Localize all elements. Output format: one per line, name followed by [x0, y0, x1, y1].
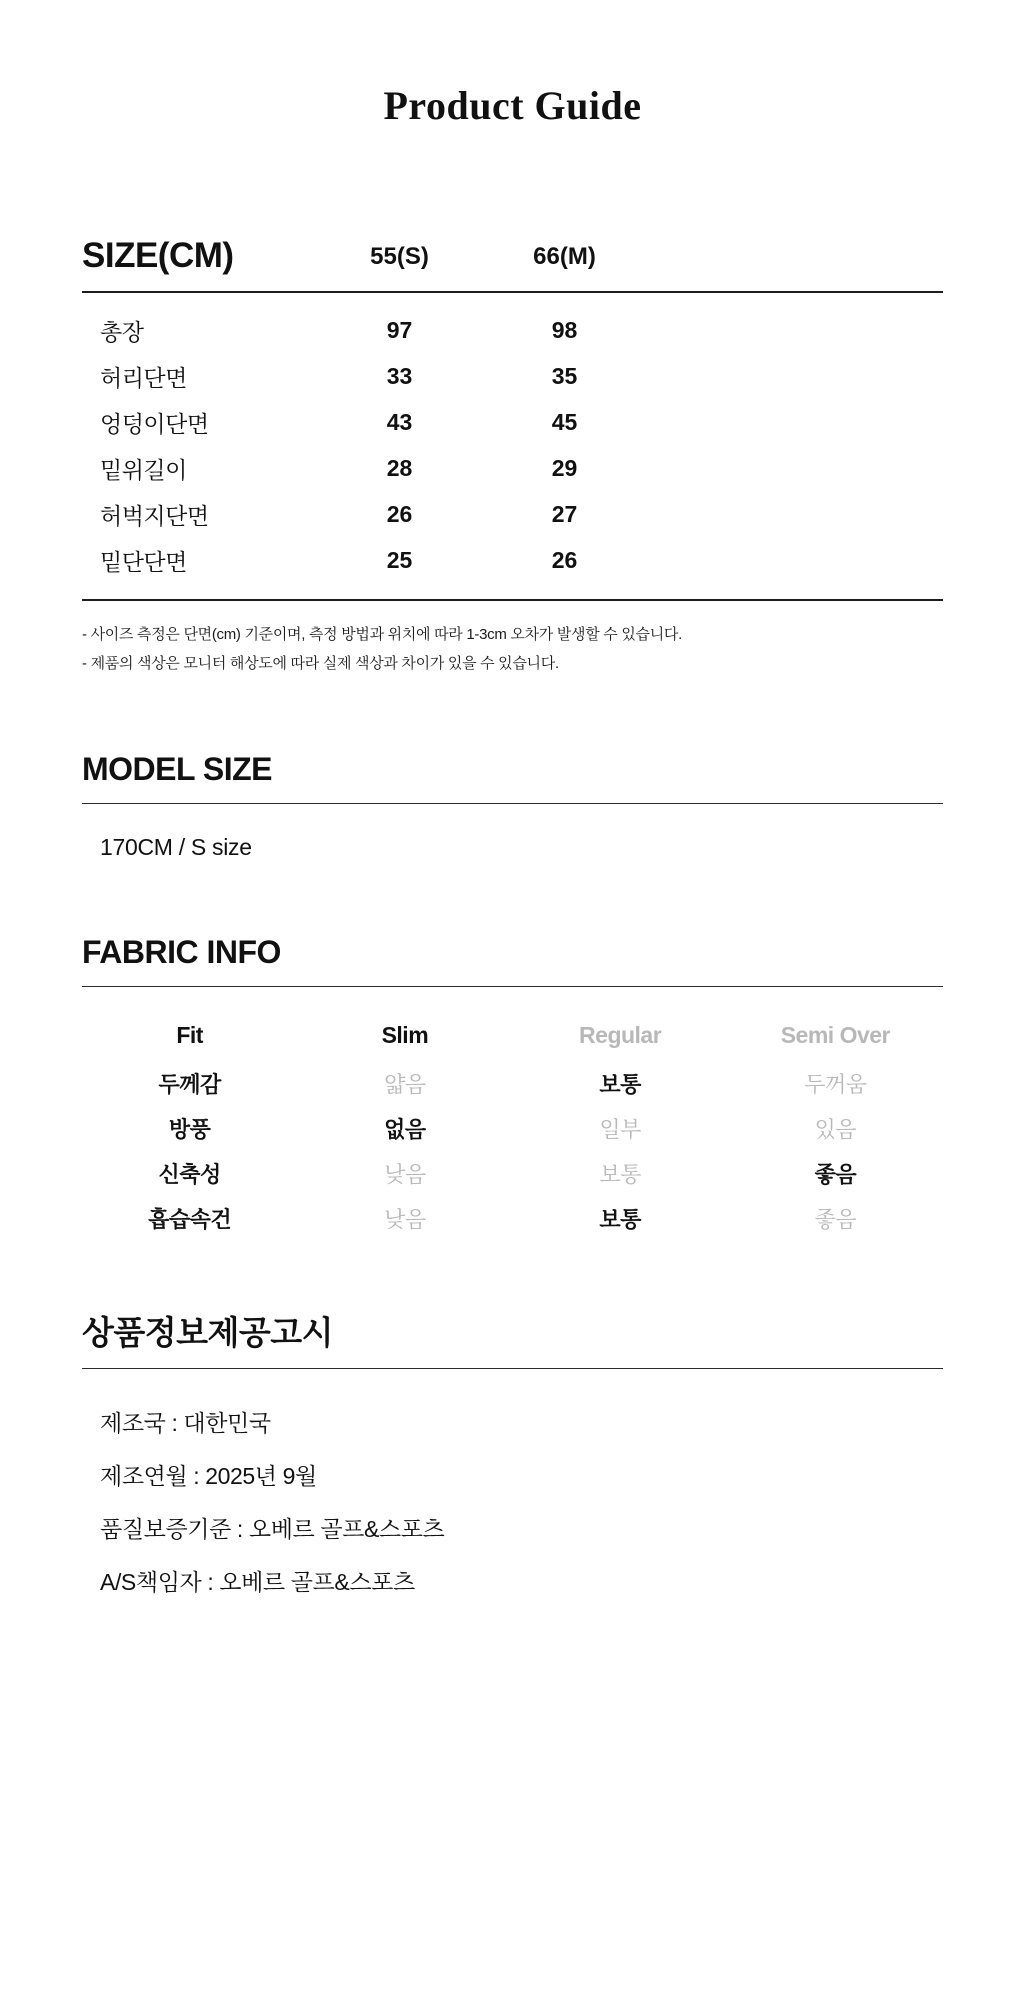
size-note: - 제품의 색상은 모니터 해상도에 따라 실제 색상과 차이가 있을 수 있습니다.: [82, 654, 559, 672]
fabric-row-name: 두께감: [158, 1072, 221, 1098]
table-row: [82, 353, 943, 399]
product-info-title: 상품정보제공고시: [82, 1314, 334, 1352]
fabric-info-title: FABRIC INFO: [82, 934, 281, 971]
fabric-option: 없음: [384, 1117, 426, 1143]
product-info-section: [82, 1315, 943, 1608]
size-table-body: [82, 293, 943, 599]
size-row-value-m: 45: [551, 408, 578, 435]
table-row: [82, 1106, 943, 1151]
size-row-value-m: 98: [551, 316, 578, 343]
fabric-option: 있음: [814, 1117, 857, 1143]
list-item: 제조국 : 대한민국: [100, 1409, 271, 1436]
fabric-option: 낮음: [384, 1207, 426, 1233]
size-column-header-1: 55(S): [370, 243, 429, 270]
size-row-name: 총장: [100, 318, 144, 345]
size-row-value-m: 29: [551, 454, 578, 481]
size-row-value-m: 35: [551, 362, 578, 389]
size-row-value-s: 26: [386, 500, 413, 527]
size-row-value-s: 43: [386, 408, 413, 435]
size-row-name: 밑단단면: [100, 548, 187, 575]
product-info-list: [82, 1369, 943, 1609]
fabric-info-table: [82, 1009, 943, 1241]
fabric-option: 좋음: [814, 1207, 857, 1233]
fabric-option: Regular: [579, 1021, 662, 1048]
size-column-header-2: 66(M): [533, 243, 596, 270]
table-row: [82, 491, 943, 537]
size-note: - 사이즈 측정은 단면(cm) 기준이며, 측정 방법과 위치에 따라 1-3cm 오차가 발생할 수 있습니다.: [82, 626, 682, 643]
size-notes: [82, 621, 943, 678]
model-size-section: [82, 752, 943, 861]
table-row: [82, 399, 943, 445]
size-table-label: SIZE(CM): [82, 236, 234, 275]
table-row: [82, 307, 943, 353]
table-row: [82, 537, 943, 583]
size-row-value-s: 25: [386, 546, 413, 573]
divider: [82, 986, 943, 987]
fabric-option: 보통: [599, 1162, 641, 1188]
fabric-option: 얇음: [384, 1072, 426, 1098]
size-row-name: 허벅지단면: [100, 502, 209, 529]
table-row: [82, 1151, 943, 1196]
size-row-name: 밑위길이: [100, 456, 187, 483]
fabric-row-name: 흡습속건: [148, 1207, 232, 1233]
fabric-option: 낮음: [384, 1162, 426, 1188]
list-item: 제조연월 : 2025년 9월: [100, 1462, 317, 1489]
fabric-option: Slim: [381, 1021, 429, 1048]
table-row: [82, 1009, 943, 1061]
divider: [82, 599, 943, 601]
fabric-option: 두꺼움: [804, 1072, 867, 1098]
size-table-header: [82, 238, 943, 291]
fabric-option: 보통: [599, 1072, 641, 1098]
model-size-title: MODEL SIZE: [82, 751, 272, 787]
list-item: A/S책임자 : 오베르 골프&스포츠: [100, 1568, 415, 1595]
size-section: [82, 238, 943, 678]
size-row-name: 허리단면: [100, 364, 187, 391]
fabric-option: 좋음: [814, 1162, 857, 1188]
table-row: [82, 1061, 943, 1106]
size-row-name: 엉덩이단면: [100, 410, 209, 437]
fabric-info-section: [82, 935, 943, 1241]
fabric-option: 일부: [599, 1117, 641, 1143]
fabric-option: Semi Over: [780, 1021, 891, 1048]
page-title: Product Guide: [383, 83, 642, 128]
fabric-row-name: 방풍: [168, 1117, 211, 1143]
model-size-text: 170CM / S size: [100, 834, 252, 861]
table-row: [82, 445, 943, 491]
size-row-value-s: 97: [386, 316, 413, 343]
size-row-value-s: 28: [386, 454, 413, 481]
fabric-row-name: 신축성: [158, 1162, 221, 1188]
size-row-value-s: 33: [386, 362, 413, 389]
size-row-value-m: 26: [551, 546, 578, 573]
table-row: [82, 1196, 943, 1241]
fabric-row-name: Fit: [176, 1021, 203, 1048]
list-item: 품질보증기준 : 오베르 골프&스포츠: [100, 1515, 445, 1542]
size-row-value-m: 27: [551, 500, 578, 527]
fabric-option: 보통: [599, 1207, 641, 1233]
